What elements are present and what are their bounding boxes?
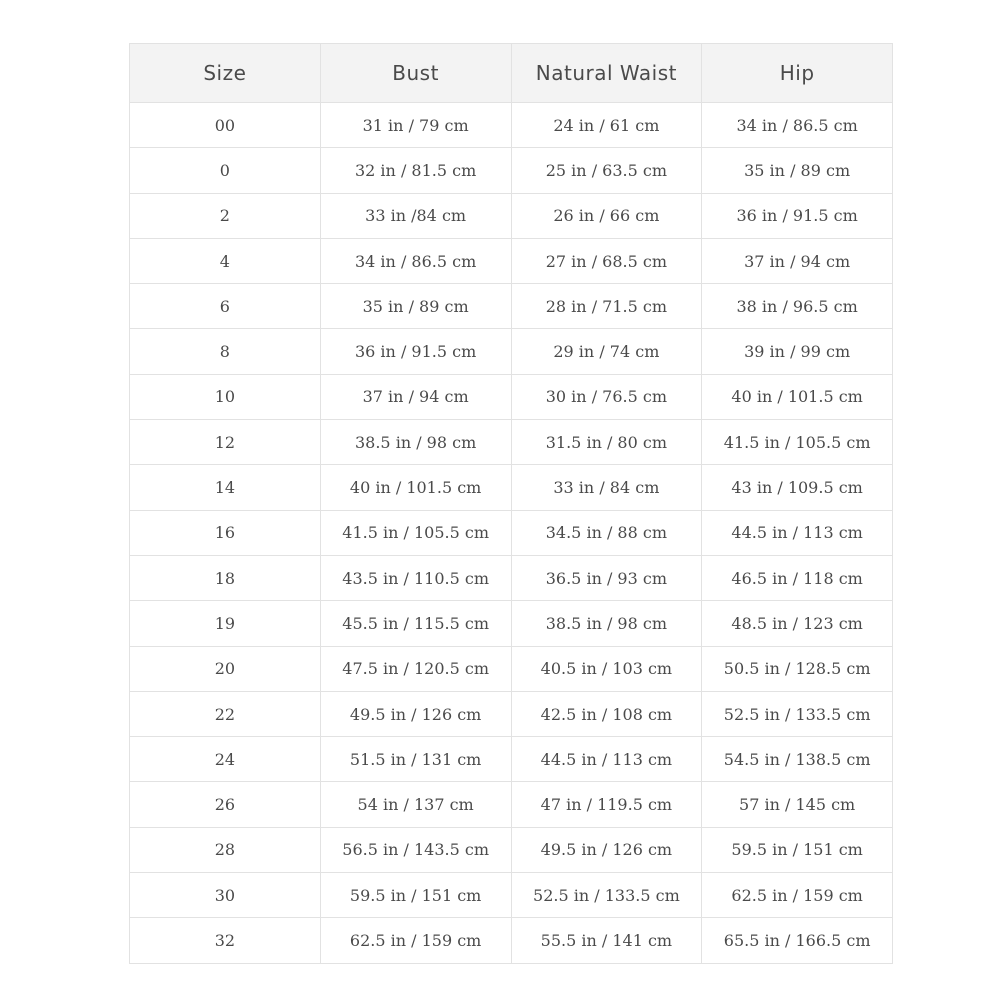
size-cell: 16 <box>130 510 321 555</box>
natural-waist-cell: 52.5 in / 133.5 cm <box>511 873 702 918</box>
table-row <box>130 510 893 555</box>
bust-cell: 38.5 in / 98 cm <box>320 420 511 465</box>
natural-waist-cell: 34.5 in / 88 cm <box>511 510 702 555</box>
column-header-hip: Hip <box>702 44 893 103</box>
size-cell: 20 <box>130 646 321 691</box>
natural-waist-cell: 42.5 in / 108 cm <box>511 691 702 736</box>
bust-cell: 34 in / 86.5 cm <box>320 238 511 283</box>
bust-cell: 43.5 in / 110.5 cm <box>320 555 511 600</box>
bust-cell: 49.5 in / 126 cm <box>320 691 511 736</box>
bust-cell: 35 in / 89 cm <box>320 284 511 329</box>
bust-cell: 47.5 in / 120.5 cm <box>320 646 511 691</box>
hip-cell: 34 in / 86.5 cm <box>702 103 893 148</box>
natural-waist-cell: 44.5 in / 113 cm <box>511 737 702 782</box>
natural-waist-cell: 25 in / 63.5 cm <box>511 148 702 193</box>
column-header-natural-waist: Natural Waist <box>511 44 702 103</box>
bust-cell: 54 in / 137 cm <box>320 782 511 827</box>
natural-waist-cell: 55.5 in / 141 cm <box>511 918 702 963</box>
size-cell: 12 <box>130 420 321 465</box>
bust-cell: 31 in / 79 cm <box>320 103 511 148</box>
size-cell: 6 <box>130 284 321 329</box>
table-row <box>130 646 893 691</box>
bust-cell: 32 in / 81.5 cm <box>320 148 511 193</box>
header-row <box>130 44 893 103</box>
natural-waist-cell: 29 in / 74 cm <box>511 329 702 374</box>
table-row <box>130 420 893 465</box>
size-cell: 28 <box>130 827 321 872</box>
table-row <box>130 782 893 827</box>
table-row <box>130 103 893 148</box>
table-body <box>130 103 893 964</box>
natural-waist-cell: 24 in / 61 cm <box>511 103 702 148</box>
hip-cell: 43 in / 109.5 cm <box>702 465 893 510</box>
size-cell: 4 <box>130 238 321 283</box>
natural-waist-cell: 40.5 in / 103 cm <box>511 646 702 691</box>
hip-cell: 65.5 in / 166.5 cm <box>702 918 893 963</box>
bust-cell: 36 in / 91.5 cm <box>320 329 511 374</box>
bust-cell: 59.5 in / 151 cm <box>320 873 511 918</box>
table-row <box>130 555 893 600</box>
table-row <box>130 918 893 963</box>
size-cell: 8 <box>130 329 321 374</box>
size-chart-table <box>129 43 893 964</box>
table-row <box>130 238 893 283</box>
hip-cell: 50.5 in / 128.5 cm <box>702 646 893 691</box>
size-cell: 14 <box>130 465 321 510</box>
table-row <box>130 374 893 419</box>
natural-waist-cell: 31.5 in / 80 cm <box>511 420 702 465</box>
size-cell: 10 <box>130 374 321 419</box>
natural-waist-cell: 36.5 in / 93 cm <box>511 555 702 600</box>
hip-cell: 57 in / 145 cm <box>702 782 893 827</box>
hip-cell: 48.5 in / 123 cm <box>702 601 893 646</box>
hip-cell: 36 in / 91.5 cm <box>702 193 893 238</box>
column-header-size: Size <box>130 44 321 103</box>
size-cell: 2 <box>130 193 321 238</box>
natural-waist-cell: 30 in / 76.5 cm <box>511 374 702 419</box>
natural-waist-cell: 49.5 in / 126 cm <box>511 827 702 872</box>
hip-cell: 41.5 in / 105.5 cm <box>702 420 893 465</box>
size-cell: 0 <box>130 148 321 193</box>
size-cell: 30 <box>130 873 321 918</box>
hip-cell: 39 in / 99 cm <box>702 329 893 374</box>
hip-cell: 52.5 in / 133.5 cm <box>702 691 893 736</box>
table-row <box>130 148 893 193</box>
bust-cell: 56.5 in / 143.5 cm <box>320 827 511 872</box>
bust-cell: 37 in / 94 cm <box>320 374 511 419</box>
hip-cell: 35 in / 89 cm <box>702 148 893 193</box>
bust-cell: 41.5 in / 105.5 cm <box>320 510 511 555</box>
bust-cell: 62.5 in / 159 cm <box>320 918 511 963</box>
bust-cell: 51.5 in / 131 cm <box>320 737 511 782</box>
hip-cell: 46.5 in / 118 cm <box>702 555 893 600</box>
natural-waist-cell: 38.5 in / 98 cm <box>511 601 702 646</box>
hip-cell: 59.5 in / 151 cm <box>702 827 893 872</box>
hip-cell: 38 in / 96.5 cm <box>702 284 893 329</box>
bust-cell: 33 in /84 cm <box>320 193 511 238</box>
hip-cell: 37 in / 94 cm <box>702 238 893 283</box>
size-cell: 22 <box>130 691 321 736</box>
table-row <box>130 465 893 510</box>
size-cell: 32 <box>130 918 321 963</box>
natural-waist-cell: 28 in / 71.5 cm <box>511 284 702 329</box>
natural-waist-cell: 47 in / 119.5 cm <box>511 782 702 827</box>
hip-cell: 40 in / 101.5 cm <box>702 374 893 419</box>
size-cell: 00 <box>130 103 321 148</box>
bust-cell: 40 in / 101.5 cm <box>320 465 511 510</box>
table-row <box>130 873 893 918</box>
table-row <box>130 691 893 736</box>
table-row <box>130 827 893 872</box>
table-row <box>130 601 893 646</box>
natural-waist-cell: 26 in / 66 cm <box>511 193 702 238</box>
size-cell: 24 <box>130 737 321 782</box>
column-header-bust: Bust <box>320 44 511 103</box>
table-header <box>130 44 893 103</box>
natural-waist-cell: 27 in / 68.5 cm <box>511 238 702 283</box>
size-cell: 18 <box>130 555 321 600</box>
table-row <box>130 329 893 374</box>
table-row <box>130 737 893 782</box>
hip-cell: 44.5 in / 113 cm <box>702 510 893 555</box>
size-cell: 26 <box>130 782 321 827</box>
natural-waist-cell: 33 in / 84 cm <box>511 465 702 510</box>
hip-cell: 62.5 in / 159 cm <box>702 873 893 918</box>
table-row <box>130 284 893 329</box>
hip-cell: 54.5 in / 138.5 cm <box>702 737 893 782</box>
table-row <box>130 193 893 238</box>
bust-cell: 45.5 in / 115.5 cm <box>320 601 511 646</box>
size-cell: 19 <box>130 601 321 646</box>
